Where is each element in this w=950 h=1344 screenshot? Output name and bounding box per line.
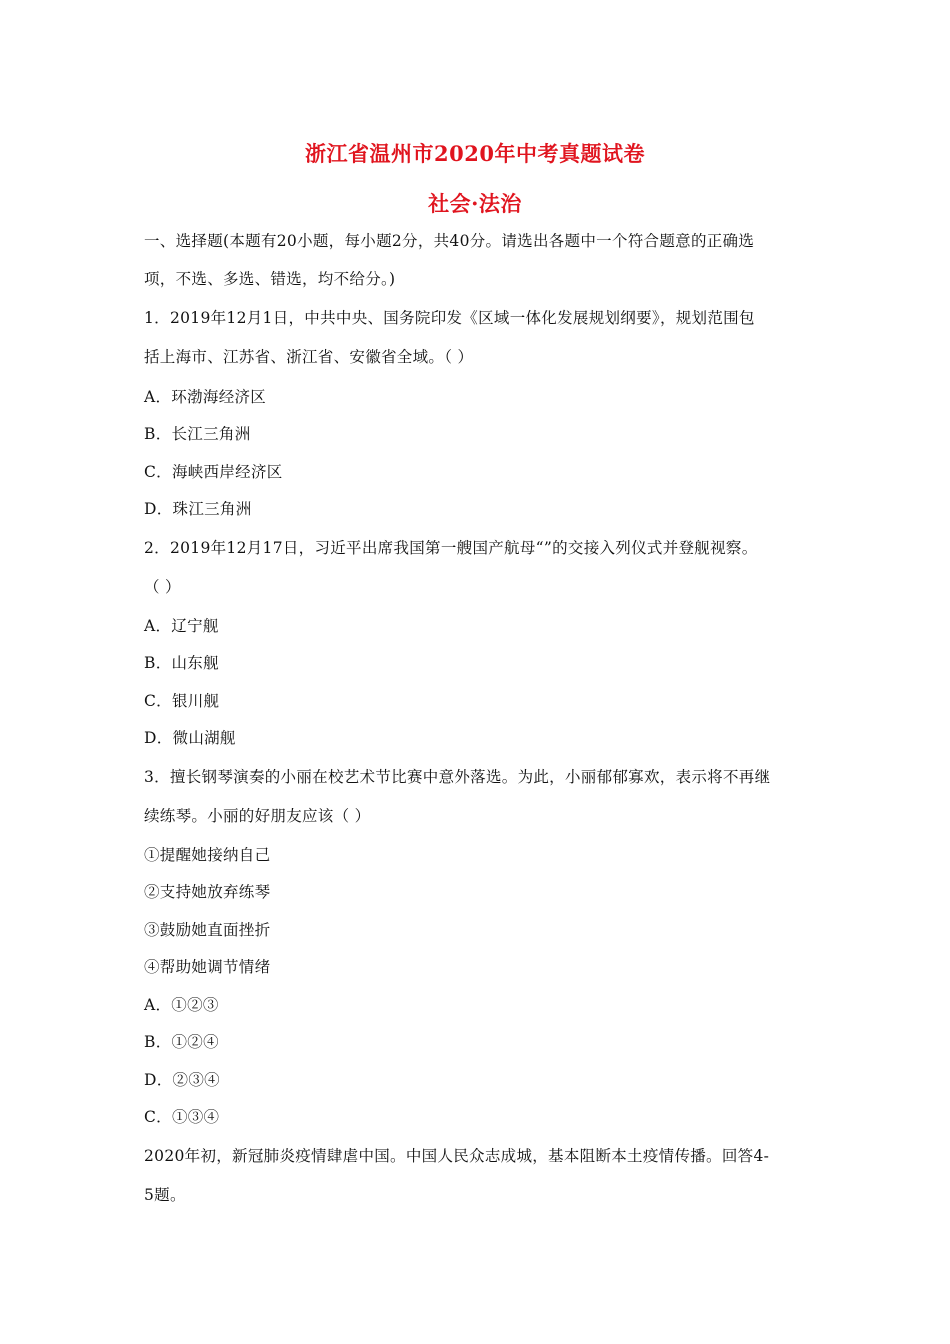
option-d: D．②③④ bbox=[144, 1071, 220, 1089]
section-header-line: 项，不选、多选、错选，均不给分。) bbox=[144, 270, 396, 288]
option-c: C．①③④ bbox=[144, 1108, 220, 1126]
option-a: A．①②③ bbox=[144, 996, 219, 1014]
statement-2: ②支持她放弃练琴 bbox=[144, 883, 271, 901]
statement-4: ④帮助她调节情绪 bbox=[144, 958, 271, 976]
passage-line: 2020年初，新冠肺炎疫情肆虐中国。中国人民众志成城，基本阻断本土疫情传播。回答4- bbox=[144, 1147, 770, 1165]
section-header-line: 一、选择题(本题有20小题，每小题2分，共40分。请选出各题中一个符合题意的正确选 bbox=[144, 232, 755, 250]
option-b: B．长江三角洲 bbox=[144, 425, 251, 443]
option-a: A．环渤海经济区 bbox=[144, 388, 267, 406]
question-stem-line: 1．2019年12月1日，中共中央、国务院印发《区域一体化发展规划纲要》，规划范围包 bbox=[144, 309, 755, 327]
question-stem-line: 续练琴。小丽的好朋友应该（ ） bbox=[144, 807, 371, 825]
statement-3: ③鼓励她直面挫折 bbox=[144, 921, 271, 939]
option-b: B．①②④ bbox=[144, 1033, 219, 1051]
option-d: D．珠江三角洲 bbox=[144, 500, 252, 518]
option-c: C．银川舰 bbox=[144, 692, 220, 710]
option-b: B．山东舰 bbox=[144, 654, 219, 672]
question-stem-line: 2．2019年12月17日，习近平出席我国第一艘国产航母“”的交接入列仪式并登舰视察。 bbox=[144, 539, 758, 557]
option-c: C．海峡西岸经济区 bbox=[144, 463, 283, 481]
page-title: 浙江省温州市2020年中考真题试卷 bbox=[305, 141, 645, 166]
statement-1: ①提醒她接纳自己 bbox=[144, 846, 271, 864]
question-stem-line: 3．擅长钢琴演奏的小丽在校艺术节比赛中意外落选。为此，小丽郁郁寡欢，表示将不再继 bbox=[144, 768, 771, 786]
page-subtitle: 社会·法治 bbox=[428, 191, 522, 216]
question-stem-line: 括上海市、江苏省、浙江省、安徽省全域。（ ） bbox=[144, 348, 474, 366]
question-stem-line: （ ） bbox=[144, 578, 181, 596]
option-d: D．微山湖舰 bbox=[144, 729, 236, 747]
passage-line: 5题。 bbox=[144, 1186, 186, 1204]
option-a: A．辽宁舰 bbox=[144, 617, 219, 635]
